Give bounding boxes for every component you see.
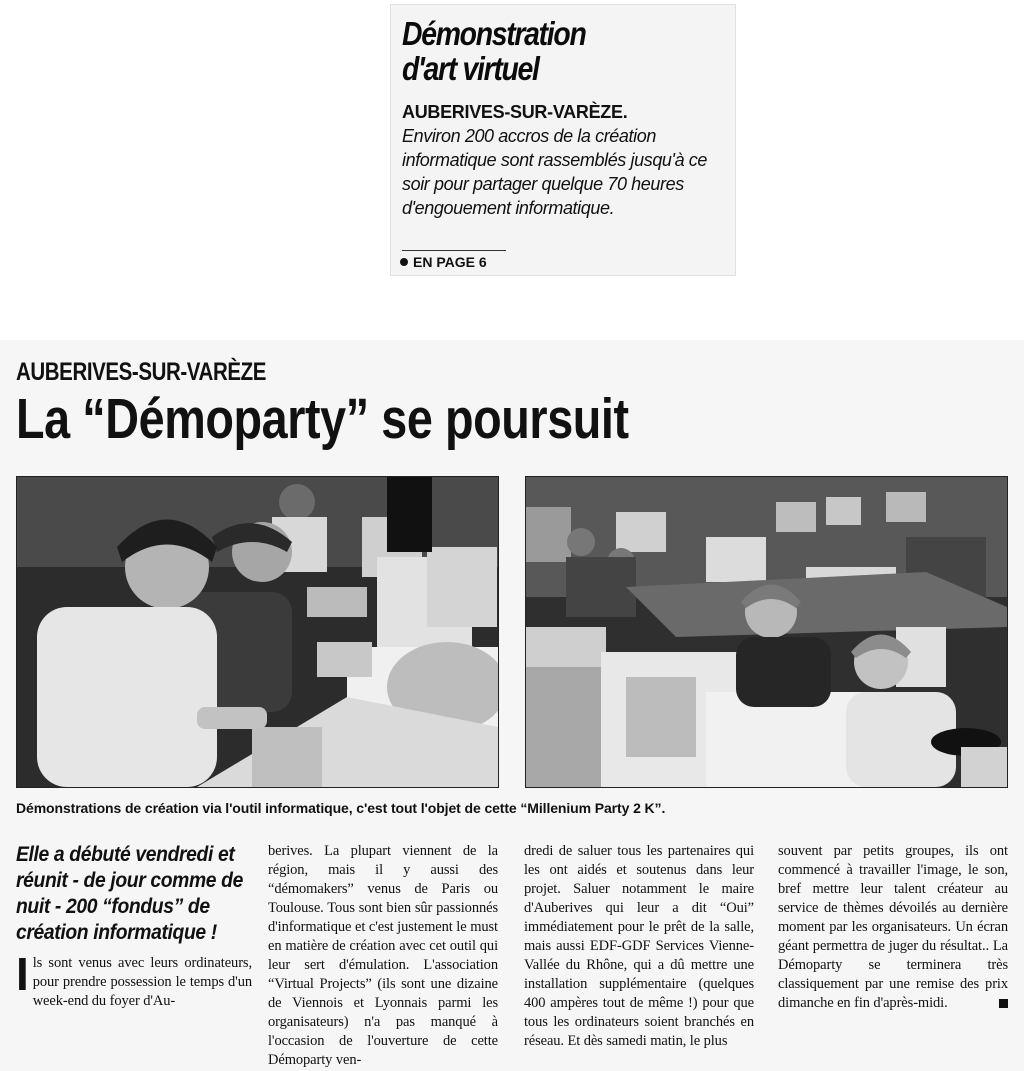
article-column-2	[268, 842, 498, 1070]
photo-demoparty-left	[16, 476, 499, 788]
teaser-clipping	[390, 4, 736, 276]
teaser-page-reference	[400, 254, 487, 270]
article-column-3	[524, 842, 754, 1051]
column-1-paragraph	[16, 948, 252, 1011]
photo-left-illustration	[17, 477, 498, 787]
column-3-text: dredi de saluer tous les partenaires qui les ont aidés et soutenus dans leur projet. Saluer notamment le maire d'Auberives qui leur a dit “Oui” immédiatement pour le prêt de la salle, mais aussi EDF-GDF Services Vienne-Vallée du Rhône, qui a dû mettre une installation supplémentaire (quelques 400 ampères tout de même !) pour que tous les ordinateurs soient branchés en réseau. Et dès samedi matin, le plus	[524, 843, 754, 1049]
teaser-rule	[402, 250, 506, 251]
photo-caption: Démonstrations de création via l'outil informatique, c'est tout l'objet de cette “Millenium Party 2 K”.	[16, 800, 666, 816]
teaser-summary: Environ 200 accros de la création informatique sont rassemblés jusqu'à ce soir pour partager quelque 70 heures d'engouement informatique.	[402, 126, 707, 218]
column-4-text: souvent par petits groupes, ils ont commencé à travailler l'image, le son, bref mettre leur talent créateur au service de thèmes dévoilés au dernière moment par les organisateurs. Un écran géant permettra de juger du résultat.. La Démoparty se terminera très classiquement par une remise des prix dimanche en fin d'après-midi.	[778, 843, 1008, 1011]
end-mark-icon	[999, 999, 1008, 1008]
teaser-title-line-2: d'art virtuel	[402, 50, 539, 87]
teaser-place: AUBERIVES-SUR-VARÈZE.	[402, 102, 628, 122]
article-headline: La “Démoparty” se poursuit	[16, 387, 629, 451]
teaser-title	[402, 16, 585, 86]
photo-demoparty-right	[525, 476, 1008, 788]
teaser-title-line-1: Démonstration	[402, 15, 586, 52]
article-kicker: AUBERIVES-SUR-VARÈZE	[16, 358, 266, 386]
column-4-paragraph	[778, 842, 1008, 1013]
column-2-text: berives. La plupart viennent de la région, mais il y aussi des “démomakers” venus de Paris ou Toulouse. Tous sont bien sûr passionnés d'informatique et c'est justement le must en matière de création avec cet outil qui leur sert d'émulation. L'association “Virtual Projects” (ils sont une dizaine de Viennois et Lyonnais parmi les organisateurs) n'a pas manqué à l'occasion de l'ouverture de cette Démoparty ven-	[268, 843, 498, 1068]
article-column-1	[16, 842, 252, 1011]
photo-right-illustration	[526, 477, 1007, 787]
article-lead: Elle a débuté vendredi et réunit - de jour comme de nuit - 200 “fondus” de création informatique !	[16, 843, 243, 944]
teaser-page-reference-text: EN PAGE 6	[413, 254, 487, 270]
drop-cap: I	[16, 948, 29, 1000]
bullet-icon	[400, 258, 408, 266]
column-1-text: ls sont venus avec leurs ordinateurs, pour prendre possession le temps d'un week-end du foyer d'Au-	[32, 955, 252, 1009]
article-column-4	[778, 842, 1008, 1013]
